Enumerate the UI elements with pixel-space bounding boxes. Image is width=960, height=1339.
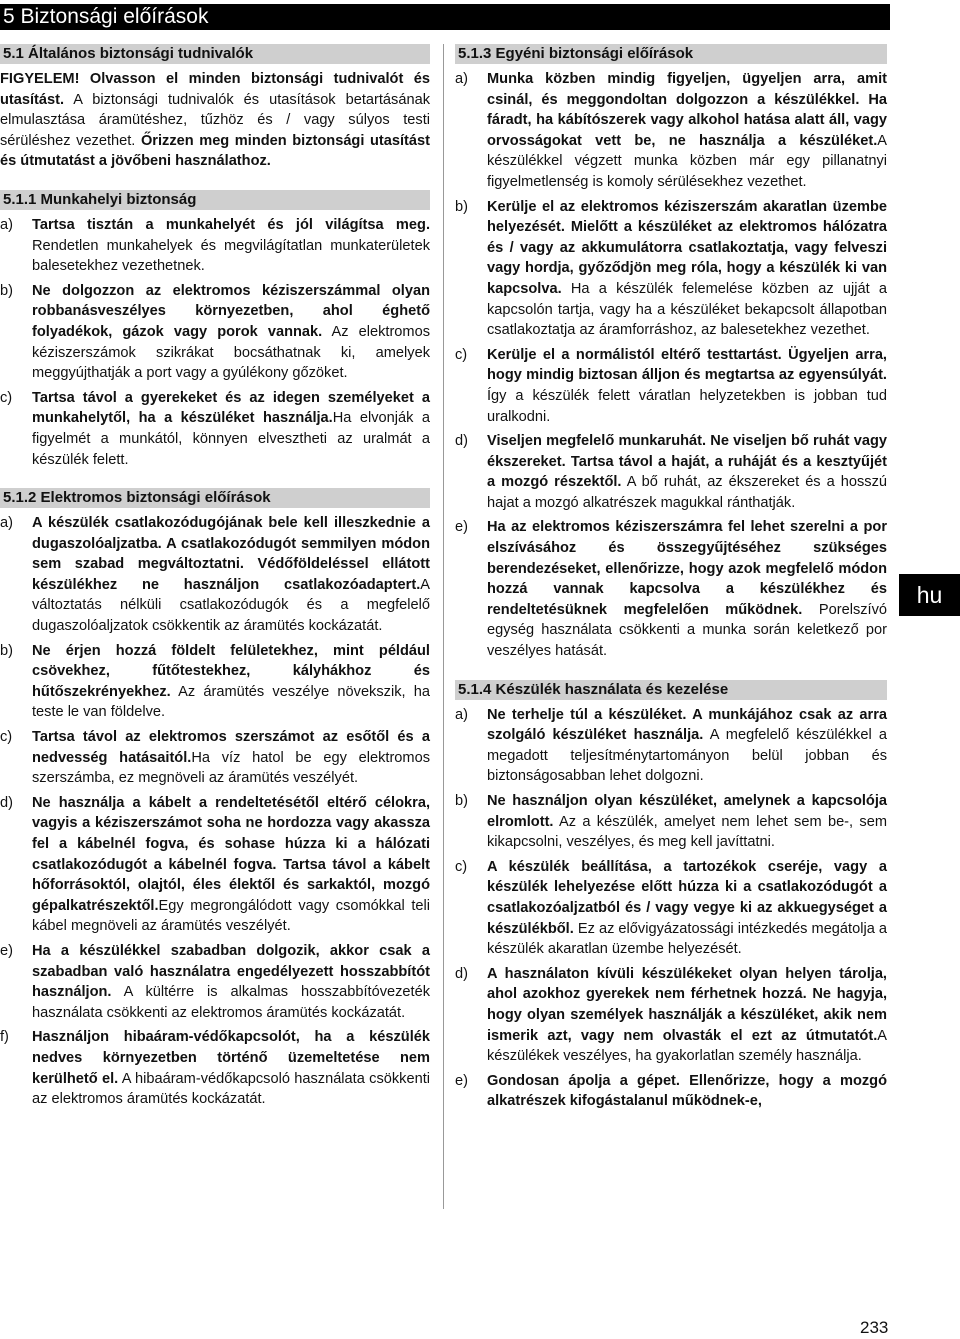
intro-text: A biztonsági tudnivalók és utasítások betartásának elmulasztása áramütéshez, tűzhöz és / vagy súlyos testi sérüléshez vezethet.	[0, 91, 430, 149]
language-tab: hu	[899, 574, 960, 616]
intro-paragraph	[0, 69, 430, 172]
list-item: e) Ha a készülékkel szabadban dolgozik, akkor csak a szabadban való használatra engedélyezett hosszabbítót használjon. A kültérre is alkalmas hosszabbítóvezeték használata csökkenti az elektromos áramütés kockázatát.	[0, 942, 430, 1021]
section-heading-5-1-4: 5.1.4 Készülék használata és kezelése	[455, 680, 887, 700]
list-item: a) A készülék csatlakozódugójának bele kell illeszkednie a dugaszolóaljzatba. A csatlakozódugót semmilyen módon sem szabad megváltoztatni. Védőföldeléssel ellátott készülékhez ne használjon csatlakozóadaptert.A változtatás nélküli csatlakozódugók és a megfelelő dugaszolóaljzatok csökkentik az áramütés kockázatát.	[0, 515, 430, 635]
right-column	[455, 44, 887, 1116]
list-item: c) Tartsa távol a gyerekeket és az idegen személyeket a munkahelytől, ha a készüléket használja.Ha elvonják a figyelmét a munkától, könnyen elvesztheti az uralmát a készülék felett.	[0, 389, 430, 468]
list-item: d) A használaton kívüli készülékeket olyan helyen tárolja, ahol azokhoz gyerekek nem férhetnek hozzá. Ne hagyja, hogy olyan személyek használják a készüléket, akik nem ismerik azt, vagy nem olvasták el ezt az útmutatót.A készülékek veszélyes, ha gyakorlatlan személy használja.	[455, 965, 887, 1065]
list-item: d) Viseljen megfelelő munkaruhát. Ne viseljen bő ruhát vagy ékszereket. Tartsa távol a haját, a ruháját és a kesztyűjét a mozgó részektől. A bő ruhát, az ékszereket és a hosszú hajat a mozgó alkatrészek magukkal ránthatják.	[455, 433, 887, 511]
page-number: 233	[860, 1318, 889, 1337]
list-item: b) Ne érjen hozzá földelt felületekhez, mint például csövekhez, fűtőtestekhez, kályhákhoz és hűtőszekrényekhez. Az áramütés veszélye növekszik, ha teste le van földelve.	[0, 642, 430, 721]
list-item: c) Tartsa távol az elektromos szerszámot az esőtől és a nedvesség hatásaitól.Ha víz hatol be egy elektromos szerszámba, ez megnöveli az áramütés veszélyét.	[0, 729, 430, 787]
list-item: a) Munka közben mindig figyeljen, ügyeljen arra, amit csinál, és meggondoltan dolgozzon a készülékkel. Ha fáradt, ha kábítószerek vagy alkohol hatása alatt áll, vagy orvosságokat vett be, ne használja a készüléket.A készülékkel végzett munka közben már egy pillanatnyi figyelmetlenség is komoly sérülésekhez vezethet.	[455, 71, 887, 190]
section-heading-5-1-3: 5.1.3 Egyéni biztonsági előírások	[455, 44, 887, 64]
electrical-safety-list	[0, 513, 430, 1110]
intro-keep-instructions: Őrizzen meg minden biztonsági utasítást és útmutatást a jövőbeni használathoz.	[0, 132, 430, 170]
device-use-list	[455, 705, 887, 1112]
list-item: b) Ne dolgozzon az elektromos kéziszerszámmal olyan robbanásveszélyes környezetben, ahol éghető folyadékok, gázok vagy porok vannak. Az elektromos kéziszerszámok szikrákat bocsáthatnak ki, amelyek meggyújthatják a port vagy a gyúlékony gőzöket.	[0, 282, 430, 382]
left-column	[0, 44, 430, 1114]
workplace-safety-list	[0, 215, 430, 470]
list-item: e) Ha az elektromos kéziszerszámra fel lehet szerelni a por elszívásához és összegyűjtéséhez szükséges berendezéseket, ellenőrizze, hogy azok megfelelő módon hozzá vannak kapcsolva a készülékhez és rendeltetésüknek megfelelően működnek. Porelszívó egység használata csökkenti a munka során keletkező por veszélyes hatását.	[455, 519, 888, 660]
section-heading-5-1-2: 5.1.2 Elektromos biztonsági előírások	[0, 488, 430, 508]
section-heading-5-1-1: 5.1.1 Munkahelyi biztonság	[0, 190, 430, 210]
list-item: a) Tartsa tisztán a munkahelyét és jól világítsa meg. Rendetlen munkahelyek és megvilágítatlan munkaterületek balesetekhez vezethetnek.	[0, 216, 430, 275]
list-item: d) Ne használja a kábelt a rendeltetésétől eltérő célokra, vagyis a kéziszerszámot soha ne hordozza vagy akassza fel a kábelnél fogva, és sohase húzza ki a hálózati csatlakozódugót a kábelnél fogva. Tartsa távol a kábelt hőforrásoktól, olajtól, éles élektől és sarkaktól, mozgó gépalkatrészektől.Egy megrongálódott vagy csomókkal teli kábel megnöveli az áramütés veszélyét.	[0, 794, 430, 935]
intro-warning: FIGYELEM! Olvasson el minden biztonsági tudnivalót és utasítást.	[0, 71, 430, 108]
list-item: b) Ne használjon olyan készüléket, amelynek a kapcsolója elromlott. Az a készülék, amelyet nem lehet sem be-, sem kikapcsolni, veszélyes, és meg kell javíttatni.	[455, 793, 887, 851]
list-item: b) Kerülje el az elektromos kéziszerszám akaratlan üzembe helyezését. Mielőtt a készüléket az elektromos hálózatra és / vagy az akkumulátorra csatlakoztatja, vagy felveszi vagy hordja, győződjön meg róla, hogy a készülék ki van kapcsolva. Ha a készülék felemelése közben az ujját a kapcsolón tartja, vagy ha a készüléket bekapcsolt állapotban csatlakoztatja az áramforráshoz, az balesetekhez vezethet.	[455, 198, 887, 339]
section-heading-5-1: 5.1 Általános biztonsági tudnivalók	[0, 44, 430, 64]
list-item: e) Gondosan ápolja a gépet. Ellenőrizze, hogy a mozgó alkatrészek kifogástalanul működnek-e,	[455, 1072, 887, 1110]
column-divider	[443, 44, 444, 1209]
page-title: 5 Biztonsági előírások	[0, 4, 890, 30]
list-item: f) Használjon hibaáram-védőkapcsolót, ha a készülék nedves környezetben történő üzemeltetése nem kerülhető el. A hibaáram-védőkapcsoló használata csökkenti az elektromos áramütés kockázatát.	[0, 1029, 430, 1108]
list-item: a) Ne terhelje túl a készüléket. A munkájához csak az arra szolgáló készüléket használja. A megfelelő készülékkel a megadott teljesítménytartományon belül jobban és biztonságosabban lehet dolgozni.	[455, 706, 887, 785]
personal-safety-list	[455, 69, 887, 662]
list-item: c) A készülék beállítása, a tartozékok cseréje, vagy a készülék lehelyezése előtt húzza ki a csatlakozódugót a csatlakozóaljzatból és / vagy vegye ki az akkuegységet a készülékből. Ez az elővigyázatossági intézkedés megátolja a készülék akaratlan üzembe helyezését.	[455, 858, 887, 958]
list-item: c) Kerülje el a normálistól eltérő testtartást. Ügyeljen arra, hogy mindig biztosan álljon és megtartsa az egyensúlyát. Így a készülék felett váratlan helyzetekben is jobban tud uralkodni.	[455, 346, 887, 425]
